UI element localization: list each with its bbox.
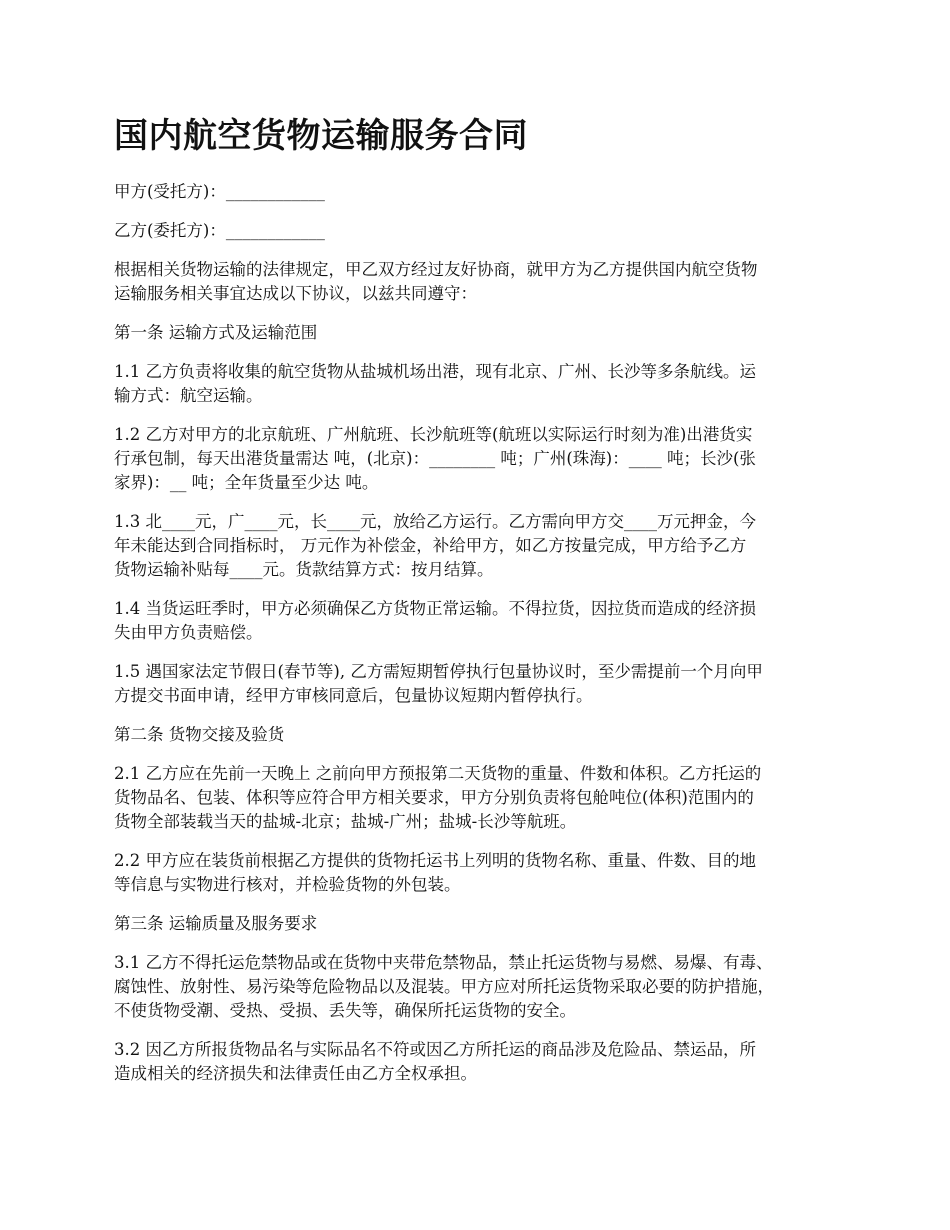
text-line: 方提交书面申请，经甲方审核同意后，包量协议短期内暂停执行。 xyxy=(114,686,593,705)
section-heading-2: 第二条 货物交接及验货 xyxy=(114,725,285,744)
text-line: 造成相关的经济损失和法律责任由乙方全权承担。 xyxy=(114,1064,477,1083)
text-line: 运输服务相关事宜达成以下协议，以兹共同遵守： xyxy=(114,284,477,303)
document-title: 国内航空货物运输服务合同 xyxy=(114,116,528,156)
intro-paragraph xyxy=(114,258,854,306)
clause-1-1 xyxy=(114,360,854,408)
party-b-line: 乙方(委托方)：____________ xyxy=(114,221,325,240)
clause-3-1 xyxy=(114,951,854,1023)
text-line: 根据相关货物运输的法律规定，甲乙双方经过友好协商，就甲方为乙方提供国内航空货物 xyxy=(114,260,758,279)
clause-3-2 xyxy=(114,1038,854,1086)
text-line: 1.3 北____元，广____元，长____元，放给乙方运行。乙方需向甲方交____万元押金，今 xyxy=(114,512,756,531)
text-line: 家界)：__ 吨；全年货量至少达 吨。 xyxy=(114,473,379,492)
clause-1-2 xyxy=(114,423,854,495)
contract-document xyxy=(114,112,854,1101)
text-line: 1.4 当货运旺季时，甲方必须确保乙方货物正常运输。不得拉货，因拉货而造成的经济损 xyxy=(114,599,756,618)
clause-2-2 xyxy=(114,849,854,897)
section-heading-3: 第三条 运输质量及服务要求 xyxy=(114,914,318,933)
text-line: 腐蚀性、放射性、易污染等危险物品以及混装。甲方应对所托运货物采取必要的防护措施， xyxy=(114,977,774,996)
text-line: 1.1 乙方负责将收集的航空货物从盐城机场出港，现有北京、广州、长沙等多条航线。运 xyxy=(114,362,756,381)
party-a-line: 甲方(受托方)：____________ xyxy=(114,182,325,201)
text-line: 货物品名、包装、体积等应符合甲方相关要求，甲方分别负责将包舱吨位(体积)范围内的 xyxy=(114,788,754,807)
text-line: 1.2 乙方对甲方的北京航班、广州航班、长沙航班等(航班以实际运行时刻为准)出港货实 xyxy=(114,425,753,444)
section-heading-1: 第一条 运输方式及运输范围 xyxy=(114,323,318,342)
text-line: 失由甲方负责赔偿。 xyxy=(114,623,263,642)
text-line: 输方式：航空运输。 xyxy=(114,386,263,405)
text-line: 等信息与实物进行核对，并检验货物的外包装。 xyxy=(114,875,461,894)
text-line: 货物运输补贴每____元。货款结算方式：按月结算。 xyxy=(114,560,494,579)
text-line: 2.2 甲方应在装货前根据乙方提供的货物托运书上列明的货物名称、重量、件数、目的地 xyxy=(114,851,756,870)
text-line: 2.1 乙方应在先前一天晚上 之前向甲方预报第二天货物的重量、件数和体积。乙方托运的 xyxy=(114,764,762,783)
clause-1-4 xyxy=(114,597,854,645)
clause-1-5 xyxy=(114,660,854,708)
text-line: 3.1 乙方不得托运危禁物品或在货物中夹带危禁物品，禁止托运货物与易燃、易爆、有毒、 xyxy=(114,953,773,972)
text-line: 货物全部装载当天的盐城-北京；盐城-广州；盐城-长沙等航班。 xyxy=(114,812,577,831)
text-line: 不使货物受潮、受热、受损、丢失等，确保所托运货物的安全。 xyxy=(114,1001,576,1020)
text-line: 1.5 遇国家法定节假日(春节等), 乙方需短期暂停执行包量协议时，至少需提前一个月向甲 xyxy=(114,662,763,681)
text-line: 3.2 因乙方所报货物品名与实际品名不符或因乙方所托运的商品涉及危险品、禁运品，所 xyxy=(114,1040,756,1059)
clause-2-1 xyxy=(114,762,854,834)
text-line: 年未能达到合同指标时， 万元作为补偿金，补给甲方，如乙方按量完成，甲方给予乙方 xyxy=(114,536,747,555)
clause-1-3 xyxy=(114,510,854,582)
text-line: 行承包制，每天出港货量需达 吨，(北京)：________ 吨；广州(珠海)：____ 吨；长沙(张 xyxy=(114,449,756,468)
